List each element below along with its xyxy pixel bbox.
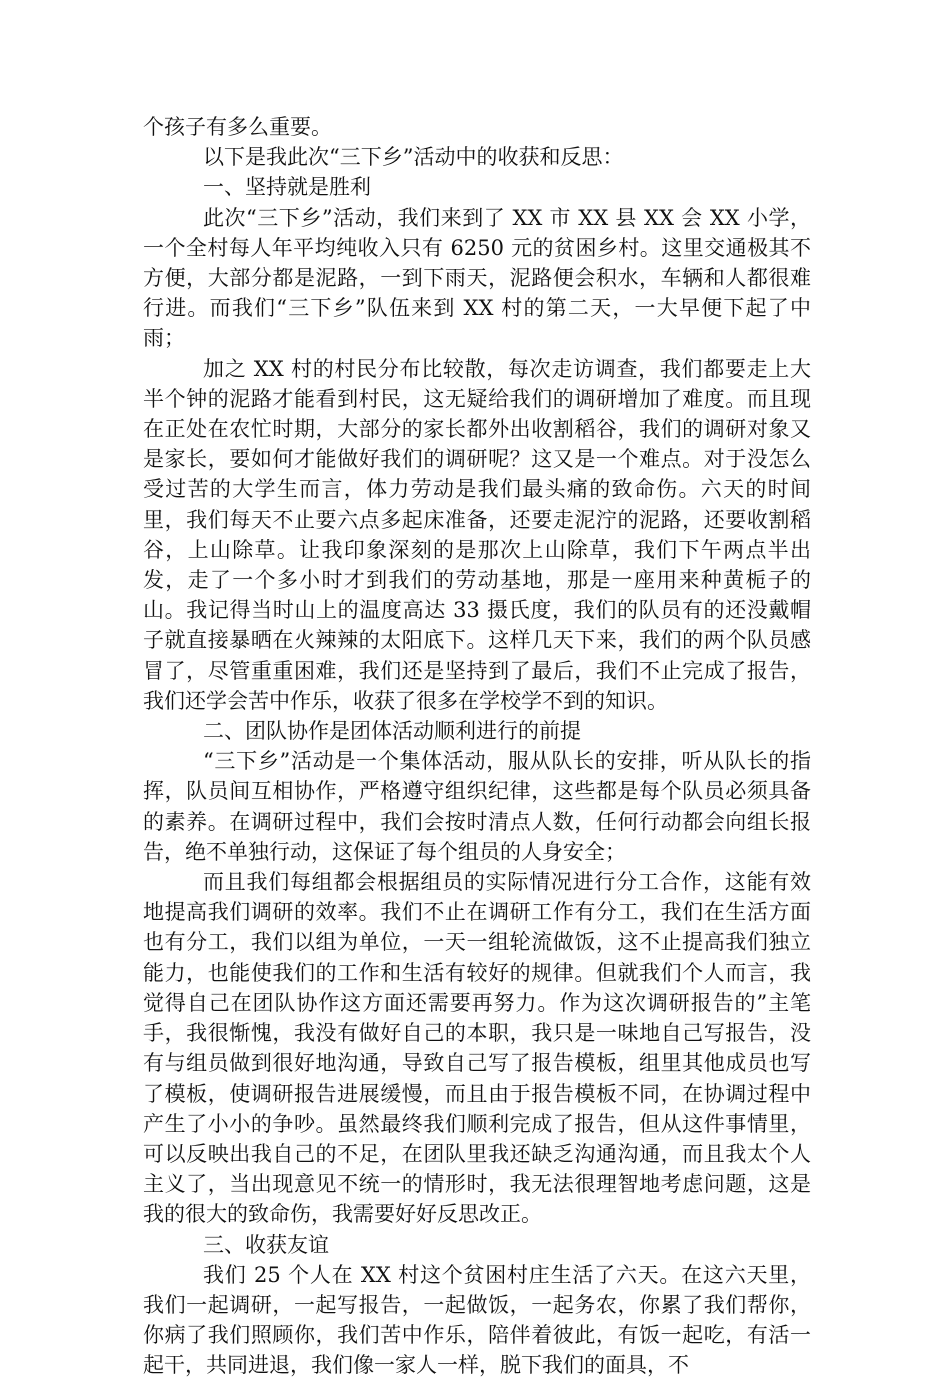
- document-body: [143, 112, 811, 1381]
- paragraph-section2-b: 而且我们每组都会根据组员的实际情况进行分工合作，这能有效地提高我们调研的效率。我们不止在调研工作有分工，我们在生活方面也有分工，我们以组为单位，一天一组轮流做饭，这不止提高我们独立能力，也能使我们的工作和生活有较好的规律。但就我们个人而言，我觉得自己在团队协作这方面还需要再努力。作为这次调研报告的”主笔手，我很惭愧，我没有做好自己的本职，我只是一味地自己写报告，没有与组员做到很好地沟通，导致自己写了报告模板，组里其他成员也写了模板，使调研报告进展缓慢，而且由于报告模板不同，在协调过程中产生了小小的争吵。虽然最终我们顺利完成了报告，但从这件事情里，可以反映出我自己的不足，在团队里我还缺乏沟通沟通，而且我太个人主义了，当出现意见不统一的情形时，我无法很理智地考虑问题，这是我的很大的致命伤，我需要好好反思改正。: [143, 870, 811, 1227]
- paragraph-continuation: 个孩子有多么重要。: [143, 115, 332, 139]
- paragraph-section3-a: 我们 25 个人在 XX 村这个贫困村庄生活了六天。在这六天里，我们一起调研，一起写报告，一起做饭，一起务农，你累了我们帮你，你病了我们照顾你，我们苦中作乐，陪伴着彼此，有饭一起吃，有活一起干，共同进退，我们像一家人一样，脱下我们的面具，不: [143, 1262, 811, 1378]
- section-heading-2: 二、团队协作是团体活动顺利进行的前提: [203, 719, 581, 744]
- section-heading-1: 一、坚持就是胜利: [203, 175, 371, 200]
- paragraph-section1-a: 此次“三下乡”活动，我们来到了 XX 市 XX 县 XX 会 XX 小学，一个全村每人年平均纯收入只有 6250 元的贫困乡村。这里交通极其不方便，大部分都是泥路，一到下雨天，泥路便会积水，车辆和人都很难行进。而我们“三下乡”队伍来到 XX 村的第二天，一大早便下起了中雨；: [143, 205, 811, 351]
- paragraph-intro: 以下是我此次“三下乡”活动中的收获和反思：: [203, 145, 624, 170]
- paragraph-section1-b: 加之 XX 村的村民分布比较散，每次走访调查，我们都要走上大半个钟的泥路才能看到村民，这无疑给我们的调研增加了难度。而且现在正处在农忙时期，大部分的家长都外出收割稻谷，我们的调研对象又是家长，要如何才能做好我们的调研呢？这又是一个难点。对于没怎么受过苦的大学生而言，体力劳动是我们最头痛的致命伤。六天的时间里，我们每天不止要六点多起床准备，还要走泥泞的泥路，还要收割稻谷，上山除草。让我印象深刻的是那次上山除草，我们下午两点半出发，走了一个多小时才到我们的劳动基地，那是一座用来种黄栀子的山。我记得当时山上的温度高达 33 摄氏度，我们的队员有的还没戴帽子就直接暴晒在火辣辣的太阳底下。这样几天下来，我们的两个队员感冒了，尽管重重困难，我们还是坚持到了最后，我们不止完成了报告，我们还学会苦中作乐，收获了很多在学校学不到的知识。: [143, 356, 811, 713]
- paragraph-section2-a: “三下乡”活动是一个集体活动，服从队长的安排，听从队长的指挥，队员间互相协作，严格遵守组织纪律，这些都是每个队员必须具备的素养。在调研过程中，我们会按时清点人数，任何行动都会向组长报告，绝不单独行动，这保证了每个组员的人身安全；: [143, 749, 811, 864]
- section-heading-3: 三、收获友谊: [203, 1232, 329, 1257]
